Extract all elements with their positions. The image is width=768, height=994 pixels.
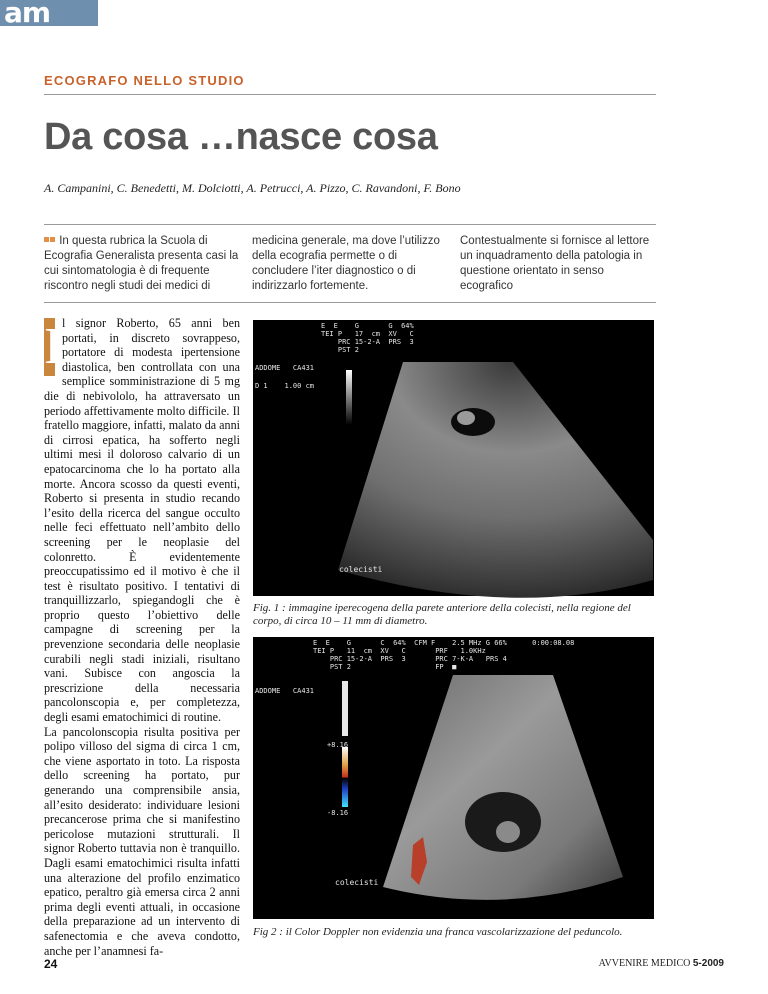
drop-cap: I	[44, 318, 62, 375]
doppler-scale-min: -8.16	[327, 809, 349, 817]
article-authors: A. Campanini, C. Benedetti, M. Dolciotti, A. Petrucci, A. Pizzo, C. Ravandoni, F. Bono	[44, 181, 461, 195]
figure-1-caption: Fig. 1 : immagine iperecogena della parete anteriore della colecisti, nella regione del corpo, di circa 10 – 11 mm di diametro.	[253, 602, 631, 627]
figure-2-caption: Fig 2 : il Color Doppler non evidenzia una franca vascolarizzazione del peduncolo.	[253, 926, 623, 938]
body-paragraph-2: La pancolonscopia risulta positiva per polipo villoso del sigma di circa 1 cm, che viene asportato in toto. La risposta dello screening ha portato, pur generando una comprensibile ansia, all’esito desiderato: individuare lesioni precancerose prima che si manifestino pericolose mutazioni strutturali. Il signor Roberto tuttavia non è tranquillo. Dagli esami ematochimici risulta infatti una alterazione del profilo enzimatico epatico, peraltro già emersa circa 2 anni prima degli eventi attuali, in occasione della preparazione ad un intervento di safenectomia e che aveva condotto, anche per l’anamnesi fa-	[44, 724, 240, 958]
divider	[44, 224, 656, 225]
ultrasound-organ-label-2: colecisti	[335, 878, 379, 887]
journal-issue: 5-2009	[692, 958, 724, 969]
ultrasound-scan-2-graphic	[253, 637, 654, 919]
ultrasound-scan-1-graphic	[253, 320, 654, 596]
bullet-icon	[44, 237, 49, 242]
ultrasound-header-2: E E G C 64% CFM F 2.5 MHz G 66% 0:00:08.08 TEI P 11 cm XV C PRF 1.0KHz PRC 15-2-A PRS 3 PRC 7-K-A PRS 4 PST 2 FP ■	[313, 639, 575, 671]
doppler-scale-max: +8.16	[327, 741, 349, 749]
divider	[44, 302, 656, 303]
intro-column-3: Contestualmente si fornisce al lettore un inquadramento della patologia in questione orientato in senso ecografico	[460, 235, 650, 292]
ultrasound-exam-label-1: ADDOME CA431	[255, 364, 315, 372]
article-body	[44, 316, 240, 958]
divider	[44, 94, 656, 95]
magazine-logo: am	[0, 0, 98, 26]
section-label: ECOGRAFO NELLO STUDIO	[44, 73, 245, 88]
body-paragraph-1: l signor Roberto, 65 anni ben portati, in discreto sovrappeso, portatore di modesta ipertensione diastolica, ben controllata con una semplice somministrazione di 5 mg die di nebivololo, ha attraversato un periodo affettivamente molto difficile. Il fratello maggiore, infatti, malato da anni di cirrosi epatica, ha sofferto negli ultimi mesi il doloroso calvario di un epatocarcinoma che lo ha portato alla morte. Ancora scosso da questi eventi, Roberto si presenta in studio recando l’esito della ricerca del sangue occulto nelle feci effettuato nell’ambito dello screening per le neoplasie del colonretto. È evidentemente preoccupatissimo ed il motivo è che il test è risultato positivo. I tentativi di tranquillizzarlo, spiegandogli che è proprio questo l’obiettivo delle campagne di screening per la prevenzione secondaria delle neoplasie curabili negli stadi iniziali, risultano vani. Subisce con angoscia la prescrizione della necessaria pancolonscopia e, per completezza, degli esami ematochimici di routine.	[44, 316, 240, 725]
bullet-icon	[50, 237, 55, 242]
intro-column-1	[44, 234, 240, 294]
intro-text: In questa rubrica la Scuola di Ecografia Generalista presenta casi la cui sintomatologia è di frequente riscontro negli studi dei medici di	[44, 235, 239, 292]
ultrasound-image-2	[253, 637, 654, 919]
intro-column-2: medicina generale, ma dove l’utilizzo della ecografia permette o di concludere l’iter diagnostico o di indirizzarlo fortemente.	[252, 235, 440, 292]
journal-footer	[599, 958, 724, 969]
ultrasound-exam-label-2: ADDOME CA431	[255, 687, 315, 695]
journal-name: AVVENIRE MEDICO	[598, 958, 691, 969]
ultrasound-organ-label-1: colecisti	[339, 565, 383, 574]
ultrasound-header-1: E E G G 64% TEI P 17 cm XV C PRC 15-2-A PRS 3 PST 2	[321, 322, 414, 354]
ultrasound-measure-1: D 1 1.00 cm	[255, 382, 315, 390]
page-number: 24	[44, 957, 58, 971]
article-title: Da cosa …nasce cosa	[44, 116, 438, 158]
ultrasound-image-1	[253, 320, 654, 596]
